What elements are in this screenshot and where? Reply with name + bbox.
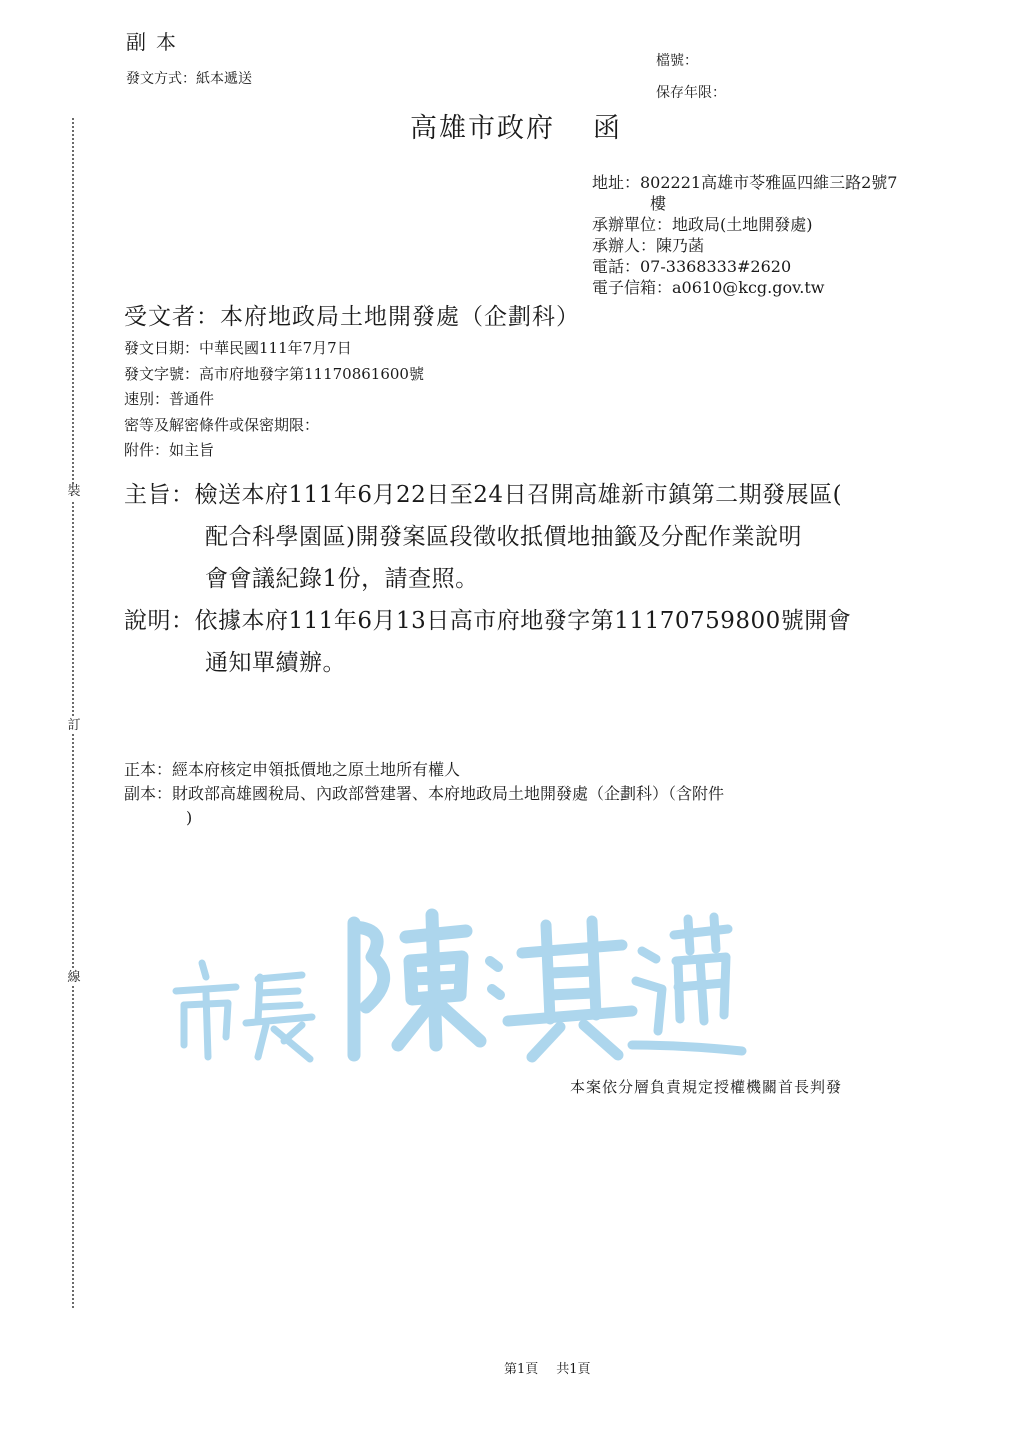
- contact-officer: 承辦人：陳乃菡: [592, 236, 705, 255]
- title-doc-type: 函: [593, 113, 622, 144]
- contact-address: 地址：802221高雄市苓雅區四維三路2號7: [592, 173, 898, 192]
- explanation-line-2: 通知單續辦。: [205, 650, 346, 676]
- retention-period-label: 保存年限：: [656, 85, 726, 101]
- title-org: 高雄市政府: [410, 113, 555, 144]
- explanation-line-1: 說明：依據本府111年6月13日高市府地發字第11170759800號開會: [124, 608, 852, 634]
- explanation-section: [124, 600, 851, 684]
- archive-number-label: 檔號：: [656, 53, 698, 69]
- distribution-section: [124, 758, 724, 830]
- subject-line-1: 主旨：檢送本府111年6月22日至24日召開高雄新市鎮第二期發展區(: [124, 482, 843, 508]
- issue-date: 發文日期：中華民國111年7月7日: [124, 339, 352, 357]
- subject-line-2: 配合科學園區)開發案區段徵收抵價地抽籤及分配作業說明: [205, 524, 802, 550]
- recipient: 受文者：本府地政局土地開發處（企劃科）: [124, 304, 580, 330]
- page-number: [504, 1358, 591, 1377]
- subject-line-3: 會會議紀錄1份，請查照。: [205, 566, 479, 592]
- copy-recipients: 副本：財政部高雄國稅局、內政部營建署、本府地政局土地開發處（企劃科）（含附件: [124, 784, 725, 803]
- copy-label: 副本: [126, 30, 186, 54]
- contact-block: [592, 172, 897, 298]
- copy-recipients-cont: ): [186, 808, 193, 827]
- mayor-signature-stamp: [162, 895, 752, 1069]
- document-number: 發文字號：高市府地發字第11170861600號: [124, 364, 424, 383]
- document-title: [410, 106, 622, 145]
- binding-char-zhuang: 裝: [67, 484, 81, 499]
- subject-section: [124, 474, 842, 600]
- secrecy-level: 密等及解密條件或保密期限：: [124, 415, 320, 434]
- contact-address-cont: 樓: [650, 194, 667, 213]
- contact-phone: 電話：07-3368333#2620: [592, 257, 792, 276]
- original-recipients: 正本：經本府核定申領抵價地之原土地所有權人: [124, 760, 461, 779]
- page-current: 第1頁: [504, 1362, 539, 1377]
- contact-email: 電子信箱：a0610@kcg.gov.tw: [592, 278, 825, 297]
- speed-class: 速別：普通件: [124, 390, 215, 408]
- signature-stamp-graphic: [162, 895, 752, 1065]
- contact-unit: 承辦單位：地政局(土地開發處): [592, 215, 813, 234]
- binding-char-xian: 線: [67, 970, 81, 985]
- send-method: 發文方式：紙本遞送: [126, 71, 252, 87]
- authorization-note: 本案依分層負責規定授權機關首長判發: [570, 1078, 843, 1096]
- attachment: 附件：如主旨: [124, 441, 215, 459]
- meta-block: [124, 336, 424, 464]
- binding-char-ding: 訂: [67, 718, 81, 733]
- page-total: 共1頁: [556, 1362, 591, 1377]
- binding-dotted-line: [72, 118, 74, 1308]
